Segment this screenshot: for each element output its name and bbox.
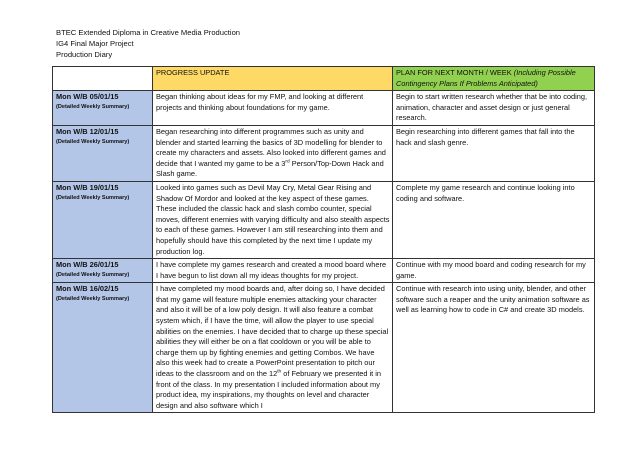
header-corner-cell xyxy=(53,67,153,91)
progress-text: Person/Top-Down Hack and Slash game. xyxy=(156,158,384,179)
progress-text: Began researching into different programmes such as unity and blender and started learning the basics of 3D modelling for blender to create my characters and assets. Also looked into different games and decide that I wanted my game to be a 3 xyxy=(156,126,386,168)
week-date: Mon W/B 12/01/15 xyxy=(56,126,119,136)
progress-cell xyxy=(153,125,393,181)
date-cell xyxy=(53,125,153,181)
progress-update-header: PROGRESS UPDATE xyxy=(153,67,393,91)
course-title: BTEC Extended Diploma in Creative Media Production xyxy=(56,28,241,37)
plan-header xyxy=(393,67,595,91)
plan-header-label: PLAN FOR NEXT MONTH / WEEK xyxy=(396,68,512,77)
table-row xyxy=(53,125,595,181)
week-date: Mon W/B 05/01/15 xyxy=(56,92,119,102)
progress-text: I have completed my mood boards and, after doing so, I have decided that my game will feature multiple enemies attacking your character and also it will be of a low poly design. It will also feature a combat system which, if I have the time, will allow the player to use special abilities on the enemies. I have decided that to charge up these special abilities they will either be on a flat cooldown or you will be able to charge them up by fighting enemies and getting Combos. We have also this week had to create a PowerPoint presentation to pitch our ideas to the classroom and on the 12 xyxy=(156,284,389,379)
plan-cell: Complete my game research and continue looking into coding and software. xyxy=(393,181,595,258)
weekly-summary-label: (Detailed Weekly Summary) xyxy=(56,194,130,201)
production-diary-table xyxy=(52,66,595,413)
document-header xyxy=(56,27,240,60)
weekly-summary-label: (Detailed Weekly Summary) xyxy=(56,295,130,302)
date-cell xyxy=(53,91,153,126)
plan-cell: Begin to start written research whether that be into coding, animation, character and asset design or just general research. xyxy=(393,91,595,126)
progress-cell xyxy=(153,283,393,413)
weekly-summary-label: (Detailed Weekly Summary) xyxy=(56,103,130,110)
ordinal-suffix: rd xyxy=(285,159,290,165)
plan-cell: Continue with research into using unity, blender, and other software such a reaper and the unity animation software as well as learning how to code in C# and create 3D models. xyxy=(393,283,595,413)
progress-cell: Began thinking about ideas for my FMP, and looking at different projects and thinking about foundations for my game. xyxy=(153,91,393,126)
plan-header-subtitle: (Including Possible Contingency Plans If Problems Anticipated) xyxy=(396,68,576,88)
document-title: Production Diary xyxy=(56,50,113,59)
date-cell xyxy=(53,259,153,283)
progress-text: of February we presented it in front of the class. In my presentation I included information about my product idea, my inspirations, my thoughts on level and character design and also software which I xyxy=(156,369,382,410)
week-date: Mon W/B 19/01/15 xyxy=(56,182,119,192)
date-cell xyxy=(53,283,153,413)
ordinal-suffix: th xyxy=(277,369,282,375)
progress-cell: Looked into games such as Devil May Cry, Metal Gear Rising and Shadow Of Mordor and looked at the key aspect of these games. These included the classic hack and slash combo counter, special moves, different enemies with varying difficulty and also stealth aspects to each of these games. However I am still researching into them and hopefully should have this completed by the next time I update my production log. xyxy=(153,181,393,258)
plan-cell: Begin researching into different games that fall into the hack and slash genre. xyxy=(393,125,595,181)
progress-cell: I have complete my games research and created a mood board where I have begun to list down all my ideas thoughts for my project. xyxy=(153,259,393,283)
table-header-row xyxy=(53,67,595,91)
date-cell xyxy=(53,181,153,258)
weekly-summary-label: (Detailed Weekly Summary) xyxy=(56,138,130,145)
project-title: IG4 Final Major Project xyxy=(56,39,134,48)
weekly-summary-label: (Detailed Weekly Summary) xyxy=(56,271,130,278)
week-date: Mon W/B 26/01/15 xyxy=(56,260,119,270)
table-row xyxy=(53,283,595,413)
table-row xyxy=(53,181,595,258)
table-row xyxy=(53,91,595,126)
table-row xyxy=(53,259,595,283)
plan-cell: Continue with my mood board and coding research for my game. xyxy=(393,259,595,283)
week-date: Mon W/B 16/02/15 xyxy=(56,284,119,294)
